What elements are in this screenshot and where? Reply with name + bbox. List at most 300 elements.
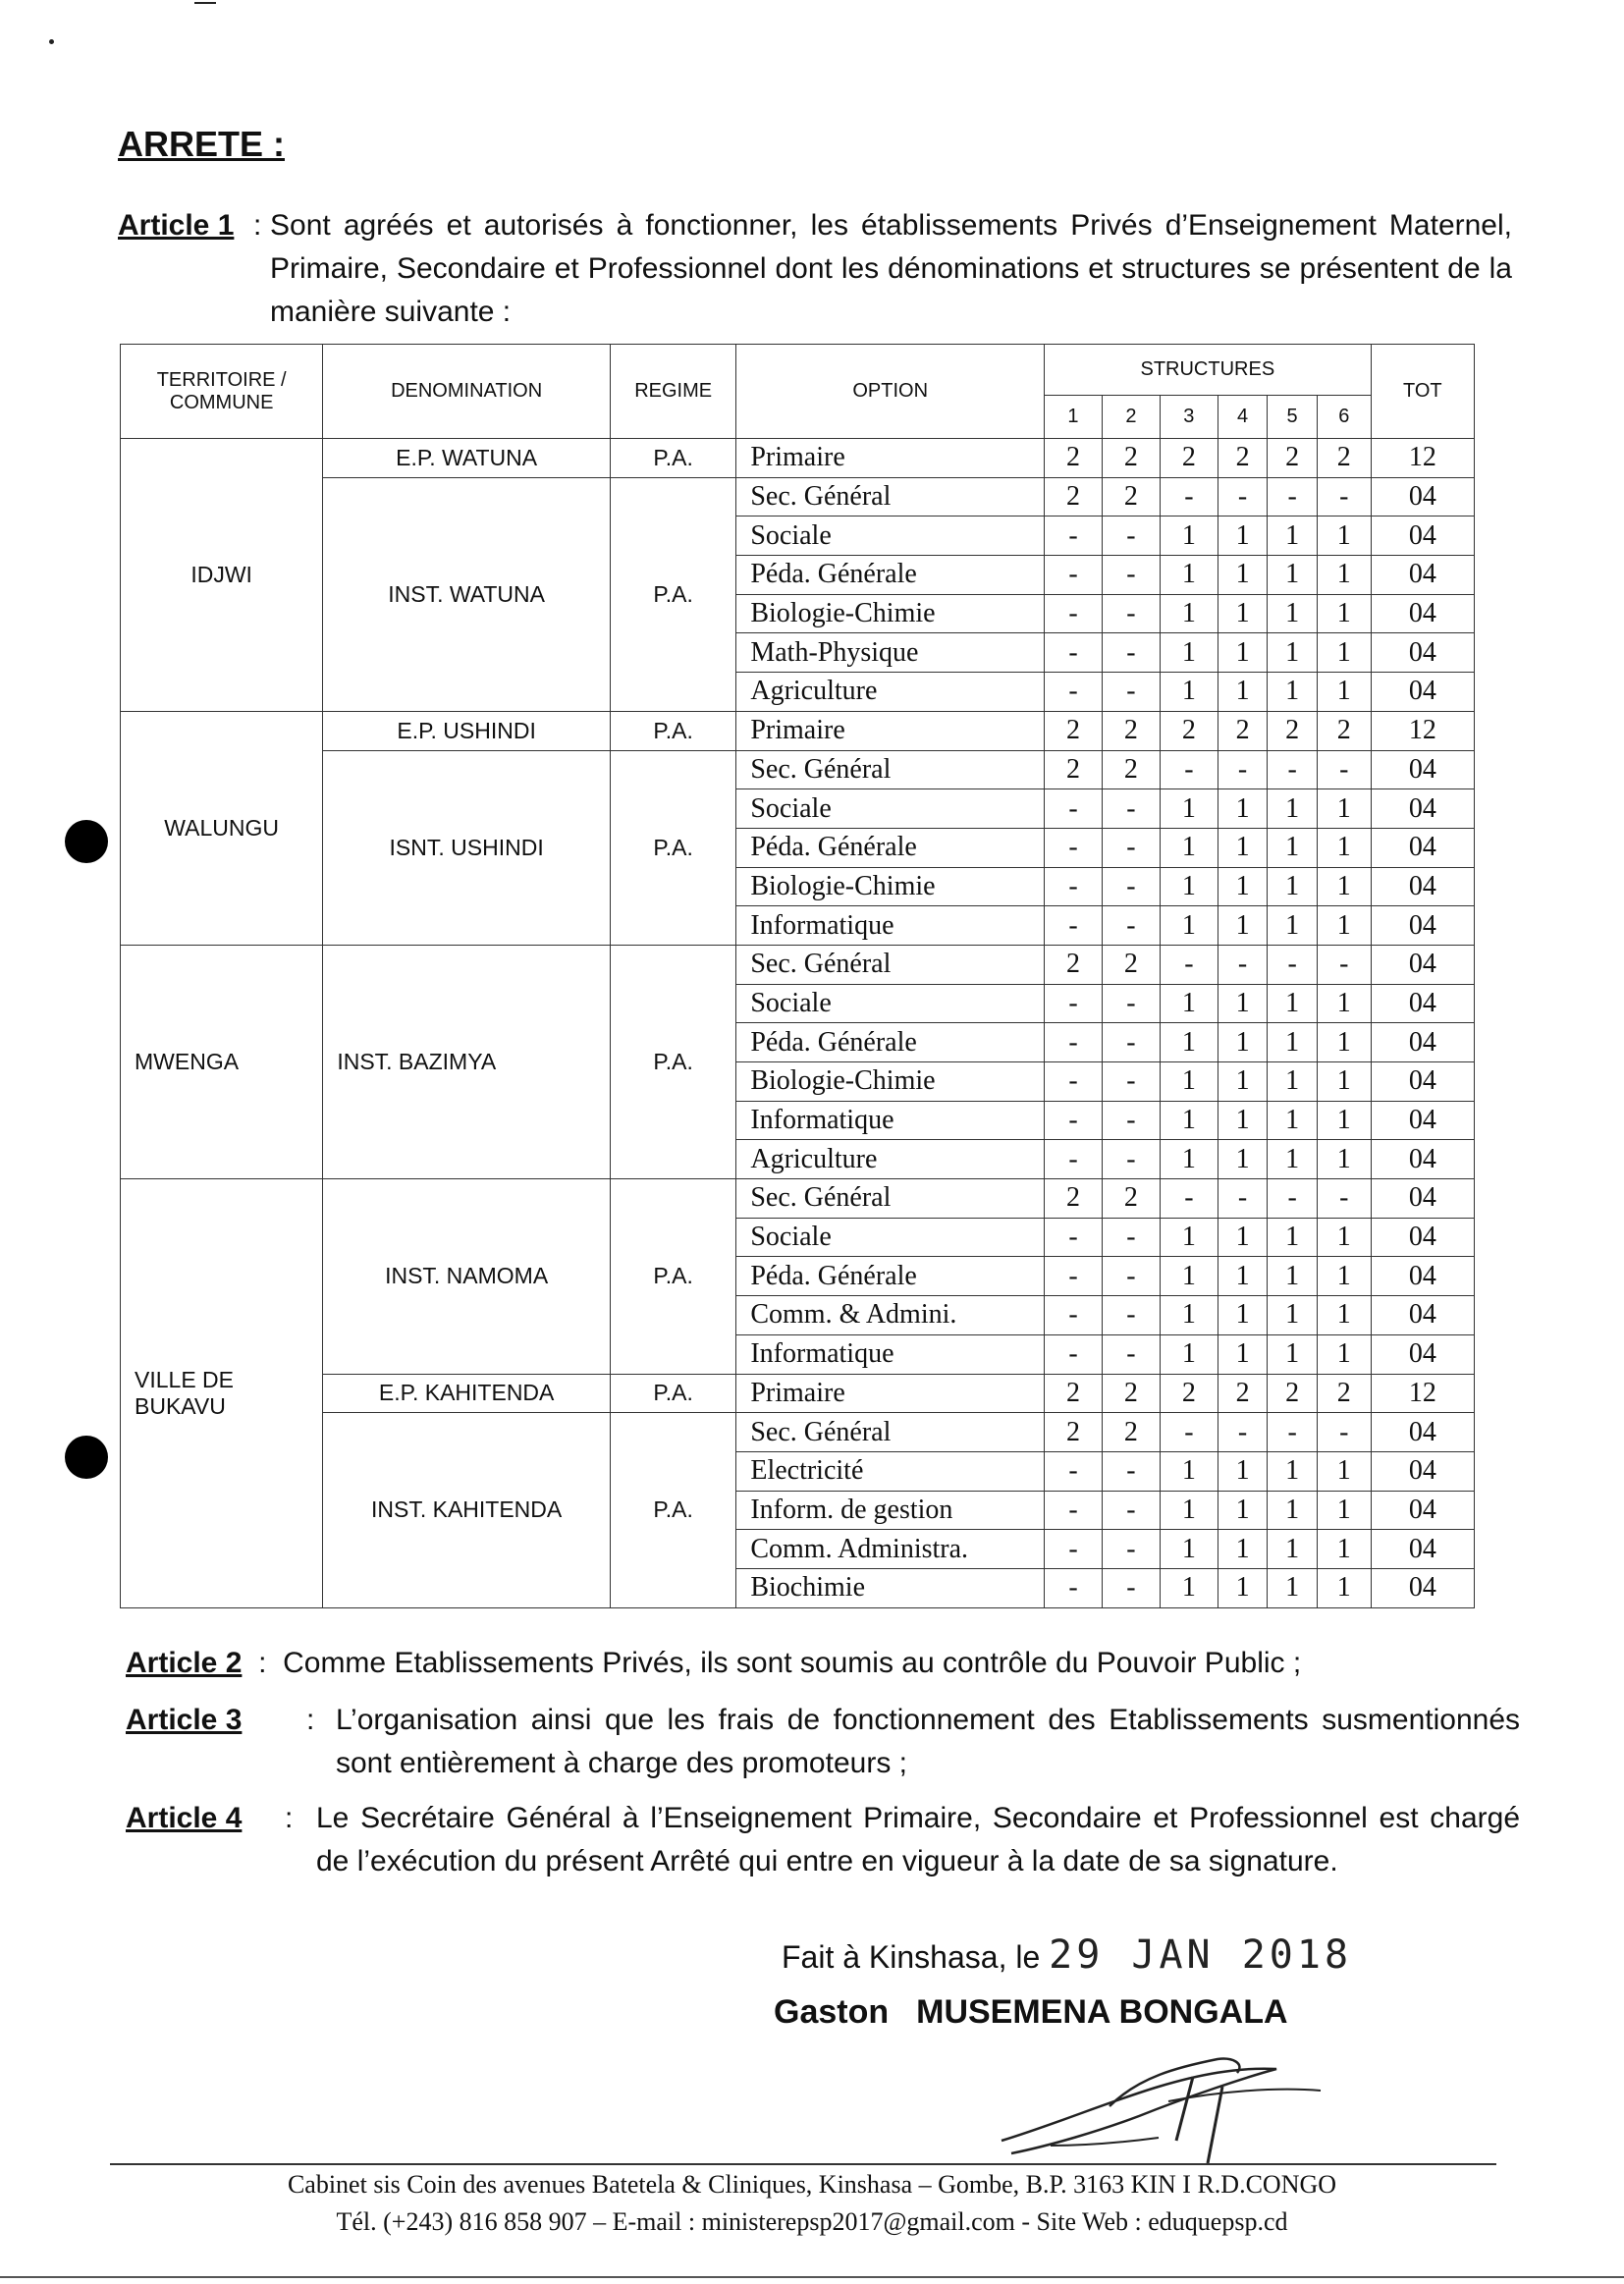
structure-value-cell: 1 (1218, 517, 1268, 556)
option-cell: Agriculture (736, 673, 1045, 712)
structure-value-cell: 2 (1102, 711, 1160, 750)
structure-value-cell: 1 (1218, 906, 1268, 946)
article-1 (118, 204, 1512, 334)
structure-value-cell: - (1268, 477, 1318, 517)
structure-value-cell: - (1045, 1101, 1103, 1140)
structure-number-header: 1 (1045, 396, 1103, 439)
table-row (121, 439, 1475, 478)
structure-value-cell: - (1045, 673, 1103, 712)
place-date-line (782, 1932, 1352, 1978)
article-3-colon: : (306, 1704, 315, 1736)
structure-value-cell: 1 (1317, 633, 1371, 673)
structure-value-cell: 1 (1218, 673, 1268, 712)
structure-value-cell: 2 (1045, 945, 1103, 984)
structure-value-cell: 1 (1160, 673, 1218, 712)
regime-cell: P.A. (610, 945, 735, 1178)
structure-value-cell: - (1045, 633, 1103, 673)
table-row (121, 1179, 1475, 1219)
structure-value-cell: 1 (1218, 1062, 1268, 1102)
option-cell: Informatique (736, 906, 1045, 946)
total-cell: 04 (1371, 1218, 1474, 1257)
denomination-cell: INST. WATUNA (323, 477, 611, 711)
total-cell: 12 (1371, 439, 1474, 478)
structure-value-cell: - (1102, 1451, 1160, 1491)
structure-value-cell: - (1045, 1218, 1103, 1257)
total-cell: 04 (1371, 1491, 1474, 1530)
structure-value-cell: - (1317, 477, 1371, 517)
date-stamp: 29 JAN 2018 (1049, 1932, 1353, 1978)
footer-address: Cabinet sis Coin des avenues Batetela & Cliniques, Kinshasa – Gombe, B.P. 3163 KIN I R.D.CONGO (287, 2170, 1337, 2199)
total-cell: 04 (1371, 984, 1474, 1023)
structure-value-cell: - (1102, 1334, 1160, 1374)
structure-value-cell: - (1268, 945, 1318, 984)
structure-value-cell: 1 (1218, 1140, 1268, 1179)
denomination-cell: INST. NAMOMA (323, 1179, 611, 1374)
structure-value-cell: 1 (1268, 828, 1318, 867)
structure-value-cell: 1 (1268, 867, 1318, 906)
structure-value-cell: 1 (1268, 517, 1318, 556)
structure-value-cell: - (1102, 1568, 1160, 1607)
structure-value-cell: - (1045, 1530, 1103, 1569)
structure-value-cell: 1 (1160, 828, 1218, 867)
structure-value-cell: - (1045, 984, 1103, 1023)
structure-value-cell: 2 (1317, 1374, 1371, 1413)
structure-value-cell: - (1045, 1062, 1103, 1102)
structure-value-cell: - (1102, 633, 1160, 673)
structure-value-cell: 1 (1160, 1140, 1218, 1179)
structure-number-header: 6 (1317, 396, 1371, 439)
total-cell: 04 (1371, 556, 1474, 595)
regime-cell: P.A. (610, 1179, 735, 1374)
structure-value-cell: - (1317, 1413, 1371, 1452)
structure-value-cell: - (1268, 1413, 1318, 1452)
table-row (121, 1374, 1475, 1413)
article-4-text: Le Secrétaire Général à l’Enseignement Primaire, Secondaire et Professionnel est chargé de l’exécution du présent Arrêté qui entre en vigueur à la date de sa signature. (316, 1802, 1520, 1877)
structure-value-cell: 1 (1268, 556, 1318, 595)
structure-value-cell: - (1045, 517, 1103, 556)
structure-value-cell: 1 (1218, 789, 1268, 829)
structure-value-cell: 1 (1317, 1296, 1371, 1335)
structure-value-cell: - (1160, 945, 1218, 984)
option-cell: Sec. Général (736, 477, 1045, 517)
total-cell: 04 (1371, 633, 1474, 673)
structure-value-cell: 1 (1268, 1334, 1318, 1374)
table-row (121, 477, 1475, 517)
structure-value-cell: 1 (1160, 984, 1218, 1023)
regime-cell: P.A. (610, 1413, 735, 1607)
structure-value-cell: 2 (1102, 945, 1160, 984)
structure-value-cell: 1 (1317, 906, 1371, 946)
structure-value-cell: 2 (1218, 711, 1268, 750)
structure-value-cell: 1 (1268, 1218, 1318, 1257)
structure-value-cell: 1 (1160, 556, 1218, 595)
structure-value-cell: 1 (1317, 828, 1371, 867)
structure-value-cell: 1 (1218, 556, 1268, 595)
option-cell: Sociale (736, 1218, 1045, 1257)
total-cell: 04 (1371, 477, 1474, 517)
structure-number-header: 5 (1268, 396, 1318, 439)
structure-value-cell: - (1045, 867, 1103, 906)
structure-value-cell: - (1160, 1413, 1218, 1452)
total-cell: 04 (1371, 1413, 1474, 1452)
structure-value-cell: 1 (1160, 1257, 1218, 1296)
structure-value-cell: 1 (1268, 1296, 1318, 1335)
structure-value-cell: - (1317, 750, 1371, 789)
structure-value-cell: 2 (1102, 1374, 1160, 1413)
structure-value-cell: 2 (1045, 477, 1103, 517)
structure-value-cell: - (1102, 594, 1160, 633)
structure-value-cell: - (1102, 517, 1160, 556)
signer-last-name: MUSEMENA BONGALA (916, 1993, 1288, 2031)
structure-value-cell: 1 (1160, 1101, 1218, 1140)
structure-value-cell: 1 (1317, 1530, 1371, 1569)
structure-value-cell: - (1102, 1257, 1160, 1296)
structure-value-cell: - (1102, 1530, 1160, 1569)
territory-cell: VILLE DE BUKAVU (121, 1179, 323, 1608)
article-1-colon: : (253, 209, 262, 242)
structure-value-cell: - (1102, 789, 1160, 829)
structure-value-cell: 1 (1268, 594, 1318, 633)
structure-value-cell: 2 (1045, 750, 1103, 789)
structure-value-cell: - (1045, 1257, 1103, 1296)
structure-value-cell: 1 (1218, 1451, 1268, 1491)
structure-value-cell: - (1045, 1568, 1103, 1607)
structure-value-cell: - (1317, 945, 1371, 984)
col-header-structures: STRUCTURES (1045, 345, 1372, 396)
structure-value-cell: 1 (1218, 1218, 1268, 1257)
structure-value-cell: 2 (1045, 439, 1103, 478)
option-cell: Informatique (736, 1101, 1045, 1140)
option-cell: Sociale (736, 984, 1045, 1023)
total-cell: 04 (1371, 1179, 1474, 1219)
structure-value-cell: 1 (1317, 1101, 1371, 1140)
structures-table (120, 344, 1475, 1608)
structure-value-cell: 1 (1317, 1257, 1371, 1296)
structure-value-cell: 1 (1218, 1296, 1268, 1335)
denomination-cell: E.P. USHINDI (323, 711, 611, 750)
punch-hole (65, 1436, 108, 1479)
structure-value-cell: 1 (1218, 1257, 1268, 1296)
structure-value-cell: - (1102, 1491, 1160, 1530)
structure-value-cell: - (1102, 1023, 1160, 1062)
structure-value-cell: 1 (1268, 1491, 1318, 1530)
total-cell: 04 (1371, 594, 1474, 633)
col-header-regime: REGIME (610, 345, 735, 439)
territory-cell: MWENGA (121, 945, 323, 1178)
structure-value-cell: 2 (1102, 750, 1160, 789)
structure-value-cell: 1 (1268, 789, 1318, 829)
option-cell: Sec. Général (736, 1413, 1045, 1452)
territory-cell: IDJWI (121, 439, 323, 712)
scan-mark (194, 2, 216, 4)
denomination-cell: INST. BAZIMYA (323, 945, 611, 1178)
structure-value-cell: 2 (1102, 439, 1160, 478)
structure-value-cell: - (1102, 673, 1160, 712)
option-cell: Biologie-Chimie (736, 594, 1045, 633)
structure-value-cell: 2 (1218, 1374, 1268, 1413)
structure-value-cell: 2 (1102, 1179, 1160, 1219)
structure-value-cell: - (1102, 867, 1160, 906)
structure-value-cell: - (1317, 1179, 1371, 1219)
bottom-rule (0, 2276, 1624, 2278)
structure-value-cell: 1 (1268, 1062, 1318, 1102)
regime-cell: P.A. (610, 711, 735, 750)
structure-value-cell: - (1102, 1101, 1160, 1140)
structure-value-cell: 2 (1160, 1374, 1218, 1413)
option-cell: Sociale (736, 517, 1045, 556)
structure-value-cell: 1 (1317, 1218, 1371, 1257)
structure-value-cell: 2 (1102, 1413, 1160, 1452)
total-cell: 04 (1371, 1296, 1474, 1335)
regime-cell: P.A. (610, 439, 735, 478)
structure-value-cell: 1 (1218, 1023, 1268, 1062)
structure-value-cell: 1 (1218, 1491, 1268, 1530)
regime-cell: P.A. (610, 477, 735, 711)
structure-value-cell: - (1160, 477, 1218, 517)
structure-value-cell: - (1045, 1023, 1103, 1062)
regime-cell: P.A. (610, 1374, 735, 1413)
structure-value-cell: 2 (1160, 439, 1218, 478)
article-3 (126, 1699, 1520, 1785)
structure-value-cell: - (1045, 828, 1103, 867)
total-cell: 04 (1371, 1101, 1474, 1140)
structure-value-cell: 1 (1268, 1257, 1318, 1296)
option-cell: Sec. Général (736, 1179, 1045, 1219)
structure-value-cell: 1 (1268, 1101, 1318, 1140)
structure-number-header: 2 (1102, 396, 1160, 439)
structure-value-cell: 1 (1160, 1218, 1218, 1257)
option-cell: Sec. Général (736, 945, 1045, 984)
structure-value-cell: 1 (1160, 867, 1218, 906)
structure-value-cell: 2 (1045, 1374, 1103, 1413)
scan-speck (49, 39, 54, 44)
structure-value-cell: - (1102, 556, 1160, 595)
structure-value-cell: 1 (1160, 1530, 1218, 1569)
total-cell: 04 (1371, 673, 1474, 712)
article-1-label: Article 1 (118, 209, 235, 242)
structure-value-cell: 1 (1317, 1491, 1371, 1530)
article-4-colon: : (285, 1802, 294, 1834)
structure-value-cell: 1 (1317, 789, 1371, 829)
structure-value-cell: 1 (1160, 1491, 1218, 1530)
option-cell: Primaire (736, 711, 1045, 750)
structure-value-cell: 2 (1268, 1374, 1318, 1413)
structure-value-cell: 1 (1218, 633, 1268, 673)
option-cell: Sociale (736, 789, 1045, 829)
structure-value-cell: 1 (1218, 1101, 1268, 1140)
total-cell: 04 (1371, 750, 1474, 789)
structure-value-cell: - (1160, 750, 1218, 789)
structure-value-cell: 1 (1160, 1334, 1218, 1374)
structure-value-cell: 2 (1045, 1413, 1103, 1452)
structure-value-cell: 1 (1317, 1568, 1371, 1607)
structure-value-cell: 1 (1268, 673, 1318, 712)
structure-value-cell: 1 (1160, 789, 1218, 829)
table-row (121, 711, 1475, 750)
article-4-label: Article 4 (126, 1802, 243, 1834)
structure-value-cell: 1 (1160, 633, 1218, 673)
structure-value-cell: 2 (1102, 477, 1160, 517)
total-cell: 04 (1371, 789, 1474, 829)
total-cell: 04 (1371, 1530, 1474, 1569)
structure-value-cell: 1 (1317, 1451, 1371, 1491)
structure-value-cell: - (1102, 1296, 1160, 1335)
structure-value-cell: - (1102, 1218, 1160, 1257)
article-2 (126, 1644, 1520, 1683)
total-cell: 04 (1371, 517, 1474, 556)
structure-value-cell: - (1102, 906, 1160, 946)
table-row (121, 1413, 1475, 1452)
total-cell: 04 (1371, 1334, 1474, 1374)
denomination-cell: ISNT. USHINDI (323, 750, 611, 945)
option-cell: Péda. Générale (736, 1023, 1045, 1062)
structure-value-cell: - (1160, 1179, 1218, 1219)
structure-value-cell: - (1045, 594, 1103, 633)
denomination-cell: E.P. WATUNA (323, 439, 611, 478)
signer-first-name: Gaston (774, 1993, 890, 2031)
total-cell: 04 (1371, 1257, 1474, 1296)
option-cell: Inform. de gestion (736, 1491, 1045, 1530)
structure-value-cell: 1 (1160, 517, 1218, 556)
structure-value-cell: - (1218, 1179, 1268, 1219)
structure-value-cell: 1 (1268, 1451, 1318, 1491)
regime-cell: P.A. (610, 750, 735, 945)
structure-value-cell: - (1218, 750, 1268, 789)
structure-value-cell: - (1268, 750, 1318, 789)
structure-value-cell: 1 (1317, 1023, 1371, 1062)
structure-value-cell: 1 (1317, 556, 1371, 595)
option-cell: Comm. Administra. (736, 1530, 1045, 1569)
punch-hole (65, 820, 108, 863)
structure-value-cell: - (1045, 906, 1103, 946)
structure-value-cell: - (1045, 1334, 1103, 1374)
structure-value-cell: 2 (1045, 711, 1103, 750)
option-cell: Péda. Générale (736, 556, 1045, 595)
option-cell: Biochimie (736, 1568, 1045, 1607)
article-1-text: Sont agréés et autorisés à fonctionner, les établissements Privés d’Enseignement Maternel, Primaire, Secondaire et Professionnel dont les dénominations et structures se présentent de la manière suivante : (270, 209, 1512, 328)
article-2-text: Comme Etablissements Privés, ils sont soumis au contrôle du Pouvoir Public ; (283, 1647, 1302, 1679)
structure-value-cell: - (1218, 477, 1268, 517)
structure-number-header: 3 (1160, 396, 1218, 439)
structure-value-cell: - (1218, 1413, 1268, 1452)
structure-value-cell: 1 (1268, 1530, 1318, 1569)
structure-value-cell: 1 (1268, 1568, 1318, 1607)
structure-value-cell: - (1045, 556, 1103, 595)
structure-value-cell: 1 (1160, 906, 1218, 946)
structure-value-cell: - (1045, 1491, 1103, 1530)
total-cell: 04 (1371, 1140, 1474, 1179)
structures-table-wrap (120, 344, 1475, 1608)
option-cell: Informatique (736, 1334, 1045, 1374)
structure-value-cell: 1 (1160, 1296, 1218, 1335)
structure-value-cell: 1 (1268, 1140, 1318, 1179)
option-cell: Sec. Général (736, 750, 1045, 789)
structure-value-cell: 1 (1317, 594, 1371, 633)
denomination-cell: E.P. KAHITENDA (323, 1374, 611, 1413)
article-2-label: Article 2 (126, 1647, 243, 1679)
structure-value-cell: - (1218, 945, 1268, 984)
structure-value-cell: 1 (1218, 1530, 1268, 1569)
structure-value-cell: 1 (1268, 1023, 1318, 1062)
structure-value-cell: - (1268, 1179, 1318, 1219)
total-cell: 04 (1371, 1023, 1474, 1062)
structure-value-cell: 1 (1268, 906, 1318, 946)
table-row (121, 945, 1475, 984)
total-cell: 04 (1371, 828, 1474, 867)
option-cell: Péda. Générale (736, 828, 1045, 867)
article-2-colon: : (249, 1647, 275, 1679)
option-cell: Biologie-Chimie (736, 867, 1045, 906)
structure-value-cell: 1 (1160, 1451, 1218, 1491)
structure-number-header: 4 (1218, 396, 1268, 439)
total-cell: 12 (1371, 711, 1474, 750)
structure-value-cell: 2 (1218, 439, 1268, 478)
structure-value-cell: 1 (1160, 1568, 1218, 1607)
option-cell: Péda. Générale (736, 1257, 1045, 1296)
total-cell: 04 (1371, 906, 1474, 946)
structure-value-cell: 1 (1317, 517, 1371, 556)
structure-value-cell: 1 (1160, 1023, 1218, 1062)
structure-value-cell: 1 (1218, 594, 1268, 633)
col-header-denomination: DENOMINATION (323, 345, 611, 439)
structure-value-cell: 1 (1160, 1062, 1218, 1102)
structure-value-cell: - (1102, 1062, 1160, 1102)
total-cell: 04 (1371, 1568, 1474, 1607)
option-cell: Comm. & Admini. (736, 1296, 1045, 1335)
structure-value-cell: - (1102, 1140, 1160, 1179)
structure-value-cell: 1 (1218, 867, 1268, 906)
structure-value-cell: 1 (1317, 867, 1371, 906)
structure-value-cell: - (1102, 984, 1160, 1023)
structure-value-cell: 1 (1268, 984, 1318, 1023)
signature-graphic (992, 2047, 1326, 2165)
option-cell: Primaire (736, 439, 1045, 478)
structure-value-cell: 1 (1317, 1062, 1371, 1102)
option-cell: Math-Physique (736, 633, 1045, 673)
structure-value-cell: 2 (1160, 711, 1218, 750)
total-cell: 04 (1371, 945, 1474, 984)
option-cell: Biologie-Chimie (736, 1062, 1045, 1102)
structure-value-cell: - (1045, 1296, 1103, 1335)
structure-value-cell: - (1045, 789, 1103, 829)
total-cell: 12 (1371, 1374, 1474, 1413)
structure-value-cell: 1 (1317, 1334, 1371, 1374)
structure-value-cell: - (1045, 1140, 1103, 1179)
structure-value-cell: 1 (1218, 984, 1268, 1023)
structure-value-cell: 2 (1268, 711, 1318, 750)
signer-name (774, 1993, 1288, 2032)
article-3-text: L’organisation ainsi que les frais de fonctionnement des Etablissements susmentionnés sont entièrement à charge des promoteurs ; (336, 1704, 1520, 1779)
structure-value-cell: 2 (1268, 439, 1318, 478)
article-3-label: Article 3 (126, 1704, 243, 1736)
structure-value-cell: 1 (1218, 828, 1268, 867)
article-4 (126, 1797, 1520, 1883)
structure-value-cell: 1 (1317, 984, 1371, 1023)
structure-value-cell: 1 (1218, 1568, 1268, 1607)
structure-value-cell: 2 (1317, 439, 1371, 478)
footer-contact: Tél. (+243) 816 858 907 – E-mail : ministerepsp2017@gmail.com - Site Web : eduquepsp.cd (336, 2207, 1288, 2236)
total-cell: 04 (1371, 1062, 1474, 1102)
structure-value-cell: 1 (1317, 673, 1371, 712)
total-cell: 04 (1371, 867, 1474, 906)
structure-value-cell: 1 (1268, 633, 1318, 673)
option-cell: Electricité (736, 1451, 1045, 1491)
total-cell: 04 (1371, 1451, 1474, 1491)
structure-value-cell: 2 (1045, 1179, 1103, 1219)
page-title: ARRETE : (118, 124, 285, 164)
structure-value-cell: 2 (1317, 711, 1371, 750)
structure-value-cell: - (1045, 1451, 1103, 1491)
